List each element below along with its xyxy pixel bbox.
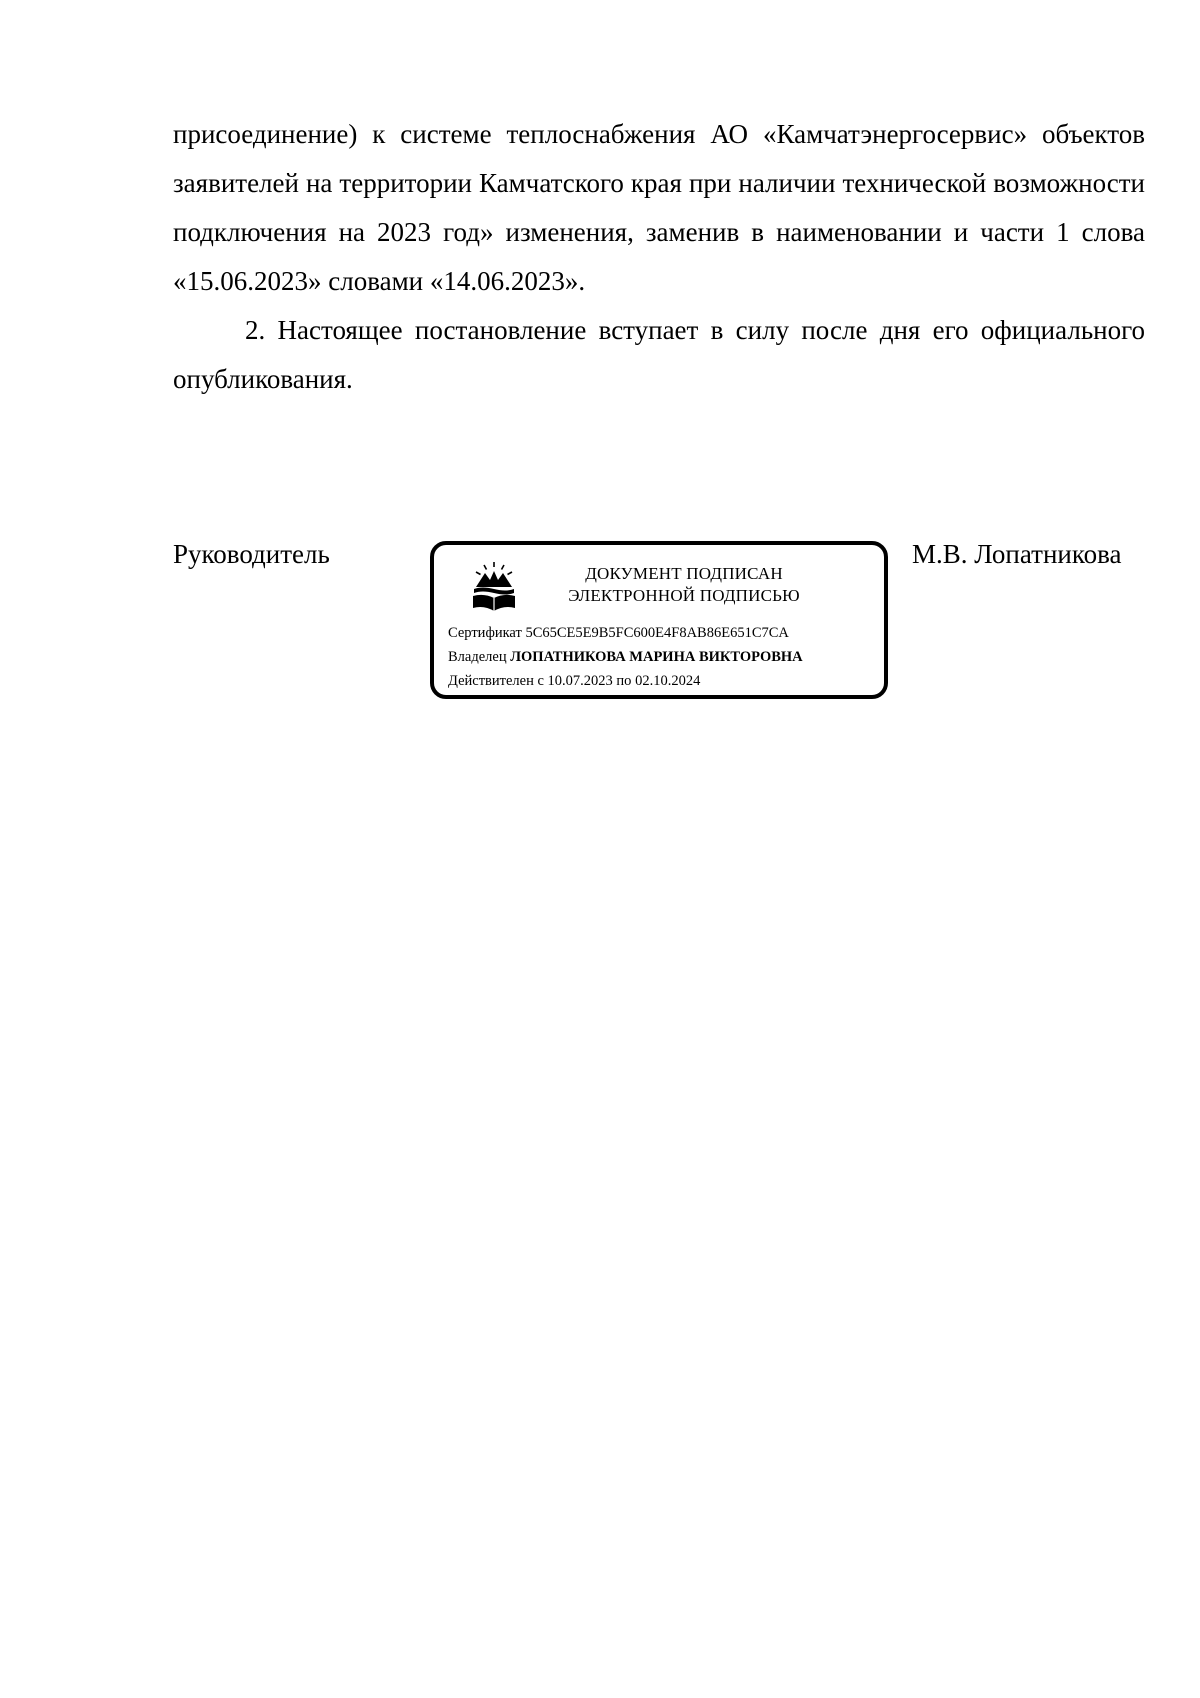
kamchatka-emblem-icon [470,561,518,613]
stamp-title [534,563,834,607]
valid-from-label: с [537,673,544,689]
document-body [173,110,1145,404]
owner-label: Владелец [448,649,507,665]
certificate-value: 5C65CE5E9B5FC600E4F8AB86E651C7CA [525,625,789,641]
owner-value: ЛОПАТНИКОВА МАРИНА ВИКТОРОВНА [510,649,803,665]
electronic-signature-stamp [430,541,888,699]
stamp-title-line-1: ДОКУМЕНТ ПОДПИСАН [585,564,783,583]
valid-to-date: 02.10.2024 [635,673,701,689]
stamp-title-line-2: ЭЛЕКТРОННОЙ ПОДПИСЬЮ [568,586,800,605]
signer-name: М.В. Лопатникова [912,539,1122,569]
valid-from-date: 10.07.2023 [547,673,613,689]
paragraph-2: 2. Настоящее постановление вступает в силу после дня его официального опубликования. [173,315,1145,394]
paragraph-continuation: присоединение) к системе теплоснабжения АО «Камчатэнергосервис» объектов заявителей на территории Камчатского края при наличии технической возможности подключения на 2023 год» изменения, заменив в наименовании и части 1 слова «15.06.2023» словами «14.06.2023». [173,119,1145,296]
stamp-certificate-line [448,623,789,643]
valid-to-label: по [616,673,632,689]
certificate-label: Сертификат [448,625,522,641]
valid-label: Действителен [448,673,534,689]
stamp-validity-line [448,671,700,691]
signer-role: Руководитель [173,539,330,569]
stamp-owner-line [448,647,803,667]
